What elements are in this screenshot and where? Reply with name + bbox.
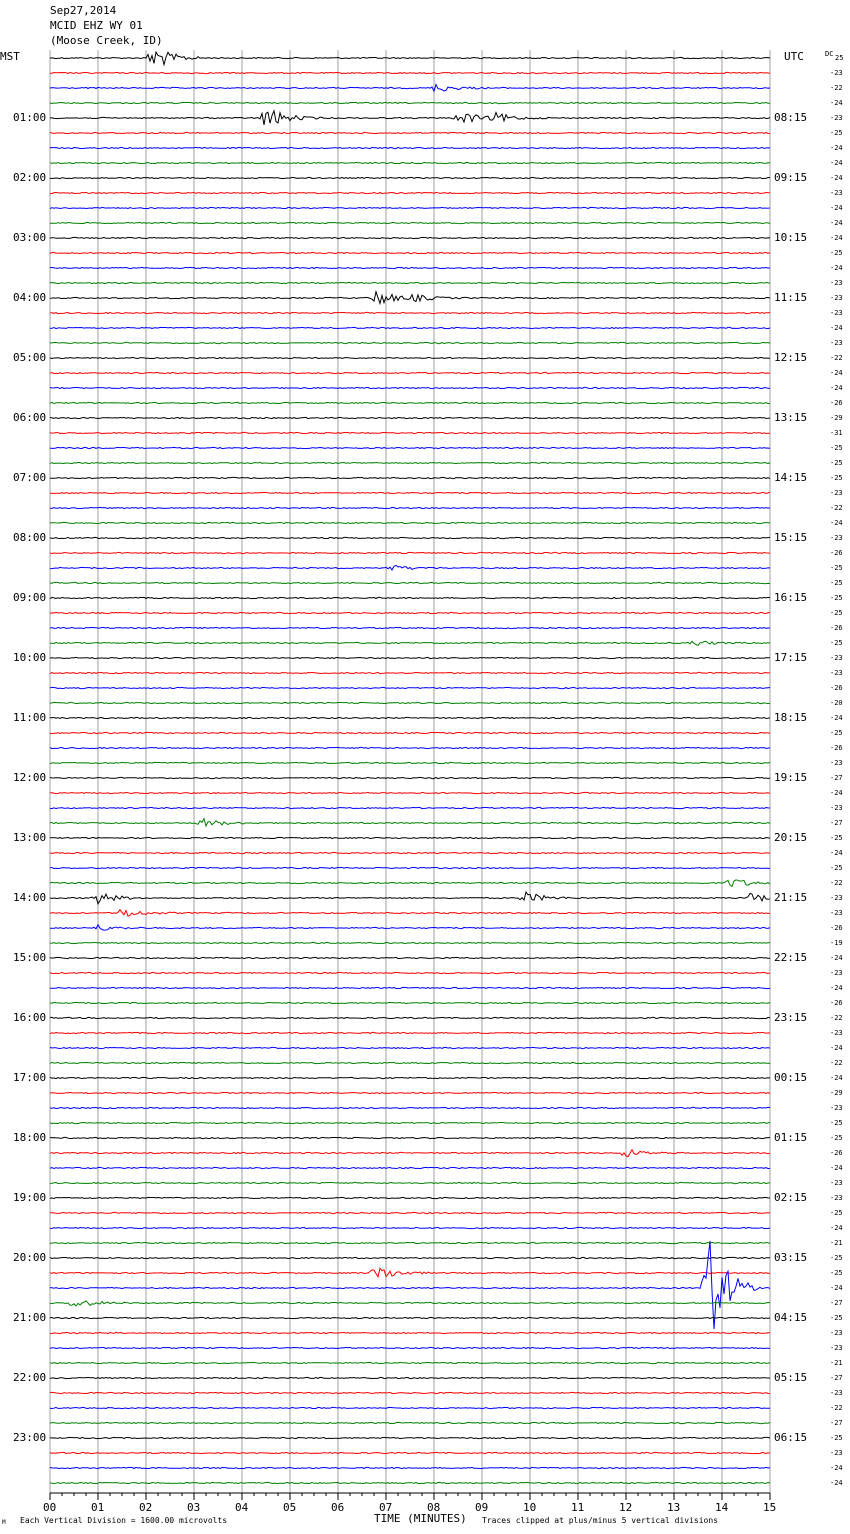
mst-hour-label: 08:00 — [13, 531, 47, 544]
dc-offset-label: -23 — [830, 1029, 843, 1037]
dc-offset-label: -26 — [830, 624, 843, 632]
dc-offset-label: -27 — [830, 774, 843, 782]
trace-line — [50, 1032, 770, 1033]
mst-hour-label: 14:00 — [13, 891, 47, 904]
dc-offset-label: -23 — [830, 1104, 843, 1112]
dc-offset-label: -23 — [830, 114, 843, 122]
dc-offset-label: -23 — [830, 909, 843, 917]
mst-hour-label: 21:00 — [13, 1311, 47, 1324]
x-tick-label: 03 — [187, 1501, 201, 1514]
dc-offset-label: -25 — [830, 729, 843, 737]
mst-axis-label: MST — [0, 50, 20, 63]
trace-line — [50, 747, 770, 748]
trace-line — [50, 252, 770, 253]
dc-offset-label: -22 — [830, 1059, 843, 1067]
dc-offset-label: -25 — [830, 594, 843, 602]
trace-line — [50, 641, 770, 645]
dc-offset-label: -25 — [830, 1254, 843, 1262]
dc-offset-label: -24 — [830, 324, 843, 332]
dc-offset-label: -24 — [830, 174, 843, 182]
dc-offset-label: -24 — [830, 204, 843, 212]
trace-line — [50, 462, 770, 463]
trace-line — [50, 312, 770, 313]
trace-line — [50, 942, 770, 943]
trace-line — [50, 1407, 770, 1408]
trace-line — [50, 1047, 770, 1048]
trace-line — [50, 111, 770, 125]
mst-hour-label: 23:00 — [13, 1431, 47, 1444]
trace-line — [50, 1077, 770, 1078]
x-axis-title: TIME (MINUTES) — [374, 1512, 467, 1525]
dc-offset-label: -31 — [830, 429, 843, 437]
dc-offset-label: -23 — [830, 1179, 843, 1187]
utc-hour-label: 11:15 — [774, 291, 808, 304]
trace-line — [50, 1467, 770, 1468]
utc-hour-label: 01:15 — [774, 1131, 808, 1144]
dc-offset-label: -23 — [830, 804, 843, 812]
trace-line — [50, 85, 770, 92]
mst-hour-label: 07:00 — [13, 471, 47, 484]
utc-hour-label: 20:15 — [774, 831, 808, 844]
utc-hour-label: 06:15 — [774, 1431, 808, 1444]
dc-offset-label: -23 — [830, 654, 843, 662]
mst-hour-label: 05:00 — [13, 351, 47, 364]
dc-offset-label: -25 — [830, 444, 843, 452]
dc-label: DC — [825, 50, 834, 58]
dc-offset-label: -23 — [830, 69, 843, 77]
trace-line — [50, 402, 770, 403]
utc-hour-label: 21:15 — [774, 891, 808, 904]
trace-line — [50, 1317, 770, 1318]
trace-line — [50, 880, 770, 887]
utc-hour-label: 13:15 — [774, 411, 808, 424]
trace-line — [50, 192, 770, 193]
x-tick-label: 11 — [571, 1501, 585, 1514]
dc-offset-label: -26 — [830, 999, 843, 1007]
trace-line — [50, 1062, 770, 1063]
trace-line — [50, 1150, 770, 1157]
mst-hour-label: 11:00 — [13, 711, 47, 724]
trace-line — [50, 522, 770, 523]
dc-offset-label: -24 — [830, 384, 843, 392]
utc-hour-label: 09:15 — [774, 171, 808, 184]
dc-offset-label: -19 — [830, 939, 843, 947]
trace-line — [50, 972, 770, 973]
mst-hour-label: 06:00 — [13, 411, 47, 424]
dc-offset-label: -27 — [830, 1374, 843, 1382]
trace-line — [50, 552, 770, 553]
x-tick-label: 12 — [619, 1501, 633, 1514]
trace-line — [50, 72, 770, 73]
trace-line — [50, 657, 770, 658]
trace-line — [50, 1241, 770, 1329]
trace-line — [50, 910, 770, 917]
x-tick-label: 06 — [331, 1501, 345, 1514]
dc-offset-label: -21 — [830, 1239, 843, 1247]
mst-hour-label: 02:00 — [13, 171, 47, 184]
mst-hour-label: 22:00 — [13, 1371, 47, 1384]
dc-offset-label: -29 — [830, 1089, 843, 1097]
trace-line — [50, 1482, 770, 1483]
mst-hour-label: 04:00 — [13, 291, 47, 304]
trace-line — [50, 1092, 770, 1093]
utc-hour-label: 00:15 — [774, 1071, 808, 1084]
dc-offset-label: -24 — [830, 1164, 843, 1172]
x-tick-label: 00 — [43, 1501, 57, 1514]
trace-line — [50, 1392, 770, 1393]
trace-line — [50, 132, 770, 133]
dc-offset-label: -24 — [830, 219, 843, 227]
trace-line — [50, 672, 770, 673]
trace-line — [50, 102, 770, 103]
dc-offset-label: -24 — [830, 264, 843, 272]
dc-offset-label: 25 — [835, 54, 844, 62]
plot-date: Sep27,2014 — [50, 4, 117, 17]
trace-line — [50, 1002, 770, 1003]
trace-line — [50, 162, 770, 163]
trace-line — [50, 1212, 770, 1213]
trace-line — [50, 1227, 770, 1228]
x-tick-label: 05 — [283, 1501, 297, 1514]
dc-offset-label: -24 — [830, 519, 843, 527]
x-tick-label: 08 — [427, 1501, 441, 1514]
dc-offset-label: -23 — [830, 309, 843, 317]
trace-line — [50, 492, 770, 493]
dc-offset-label: -23 — [830, 1389, 843, 1397]
utc-hour-label: 18:15 — [774, 711, 808, 724]
trace-line — [50, 1107, 770, 1108]
trace-line — [50, 925, 770, 930]
trace-line — [50, 237, 770, 238]
dc-offset-label: -25 — [830, 834, 843, 842]
trace-line — [50, 1422, 770, 1423]
mst-hour-label: 20:00 — [13, 1251, 47, 1264]
utc-hour-label: 22:15 — [774, 951, 808, 964]
dc-offset-label: -25 — [830, 1314, 843, 1322]
dc-offset-label: -22 — [830, 1404, 843, 1412]
trace-line — [50, 957, 770, 958]
mst-hour-label: 15:00 — [13, 951, 47, 964]
utc-hour-label: 15:15 — [774, 531, 808, 544]
dc-offset-label: -24 — [830, 234, 843, 242]
trace-line — [50, 582, 770, 583]
dc-offset-label: -25 — [830, 249, 843, 257]
trace-line — [50, 819, 770, 826]
dc-offset-label: -25 — [830, 579, 843, 587]
dc-offset-label: -23 — [830, 339, 843, 347]
trace-line — [50, 1017, 770, 1018]
trace-line — [50, 1452, 770, 1453]
utc-hour-label: 14:15 — [774, 471, 808, 484]
dc-offset-label: -27 — [830, 819, 843, 827]
dc-offset-label: -22 — [830, 354, 843, 362]
trace-line — [50, 1122, 770, 1123]
dc-offset-label: -24 — [830, 1479, 843, 1487]
utc-hour-label: 08:15 — [774, 111, 808, 124]
trace-line — [50, 282, 770, 283]
trace-line — [50, 627, 770, 628]
dc-offset-label: -29 — [830, 414, 843, 422]
trace-line — [50, 792, 770, 793]
dc-offset-label: -23 — [830, 894, 843, 902]
dc-offset-label: -24 — [830, 1224, 843, 1232]
scale-note: Each Vertical Division = 1600.00 microvolts — [20, 1516, 228, 1525]
station-location: (Moose Creek, ID) — [50, 34, 163, 47]
dc-offset-label: -22 — [830, 504, 843, 512]
dc-offset-label: -23 — [830, 1329, 843, 1337]
trace-line — [50, 357, 770, 358]
dc-offset-label: -22 — [830, 84, 843, 92]
trace-line — [50, 207, 770, 208]
x-tick-label: 14 — [715, 1501, 729, 1514]
clip-note: Traces clipped at plus/minus 5 vertical divisions — [482, 1516, 719, 1525]
trace-line — [50, 177, 770, 178]
dc-offset-label: -23 — [830, 534, 843, 542]
dc-offset-label: -22 — [830, 1014, 843, 1022]
trace-line — [50, 762, 770, 763]
trace-line — [50, 687, 770, 688]
dc-offset-label: -23 — [830, 189, 843, 197]
dc-offset-label: -25 — [830, 1209, 843, 1217]
trace-line — [50, 702, 770, 703]
dc-offset-label: -24 — [830, 954, 843, 962]
dc-offset-label: -24 — [830, 99, 843, 107]
trace-line — [50, 1268, 770, 1277]
trace-line — [50, 837, 770, 838]
dc-offset-label: -26 — [830, 744, 843, 752]
dc-offset-label: -24 — [830, 1074, 843, 1082]
trace-line — [50, 565, 770, 570]
station-code: MCID EHZ WY 01 — [50, 19, 143, 32]
dc-offset-label: -26 — [830, 549, 843, 557]
trace-line — [50, 327, 770, 328]
dc-offset-label: -23 — [830, 669, 843, 677]
mst-hour-label: 10:00 — [13, 651, 47, 664]
trace-line — [50, 1182, 770, 1183]
dc-offset-label: -24 — [830, 369, 843, 377]
trace-line — [50, 267, 770, 268]
trace-line — [50, 777, 770, 778]
dc-offset-label: -25 — [830, 609, 843, 617]
corner-mark: M — [2, 1519, 6, 1526]
dc-offset-label: -27 — [830, 1299, 843, 1307]
trace-line — [50, 852, 770, 853]
dc-offset-label: -23 — [830, 489, 843, 497]
utc-hour-label: 03:15 — [774, 1251, 808, 1264]
dc-offset-label: -22 — [830, 879, 843, 887]
dc-offset-label: -25 — [830, 1134, 843, 1142]
utc-axis-label: UTC — [784, 50, 804, 63]
trace-line — [50, 1377, 770, 1378]
dc-offset-label: -24 — [830, 159, 843, 167]
dc-offset-label: -21 — [830, 1359, 843, 1367]
x-tick-label: 04 — [235, 1501, 249, 1514]
dc-offset-label: -25 — [830, 474, 843, 482]
trace-line — [50, 432, 770, 433]
dc-offset-label: -25 — [830, 1269, 843, 1277]
mst-hour-label: 13:00 — [13, 831, 47, 844]
trace-line — [50, 892, 770, 904]
dc-offset-label: -25 — [830, 1434, 843, 1442]
x-tick-label: 09 — [475, 1501, 489, 1514]
trace-line — [50, 1242, 770, 1243]
x-tick-label: 10 — [523, 1501, 537, 1514]
mst-hour-label: 09:00 — [13, 591, 47, 604]
mst-hour-label: 03:00 — [13, 231, 47, 244]
dc-offset-label: -25 — [830, 129, 843, 137]
trace-line — [50, 732, 770, 733]
mst-hour-label: 16:00 — [13, 1011, 47, 1024]
dc-offset-label: -23 — [830, 1449, 843, 1457]
trace-line — [50, 537, 770, 538]
trace-line — [50, 222, 770, 223]
dc-offset-label: -24 — [830, 984, 843, 992]
x-tick-label: 15 — [763, 1501, 777, 1514]
mst-hour-label: 17:00 — [13, 1071, 47, 1084]
dc-offset-label: -24 — [830, 789, 843, 797]
trace-line — [50, 52, 770, 65]
utc-hour-label: 02:15 — [774, 1191, 808, 1204]
dc-offset-label: -24 — [830, 1284, 843, 1292]
dc-offset-label: -24 — [830, 144, 843, 152]
dc-offset-label: -26 — [830, 399, 843, 407]
dc-offset-label: -23 — [830, 969, 843, 977]
dc-offset-label: -23 — [830, 279, 843, 287]
dc-offset-label: -27 — [830, 1419, 843, 1427]
trace-line — [50, 477, 770, 478]
trace-line — [50, 612, 770, 613]
dc-offset-label: -23 — [830, 294, 843, 302]
utc-hour-label: 10:15 — [774, 231, 808, 244]
trace-line — [50, 1332, 770, 1333]
dc-offset-label: -26 — [830, 684, 843, 692]
x-tick-label: 02 — [139, 1501, 153, 1514]
trace-line — [50, 1437, 770, 1438]
trace-line — [50, 1362, 770, 1363]
trace-line — [50, 387, 770, 388]
dc-offset-label: -26 — [830, 1149, 843, 1157]
dc-offset-label: -24 — [830, 1464, 843, 1472]
utc-hour-label: 16:15 — [774, 591, 808, 604]
trace-line — [50, 1197, 770, 1198]
dc-offset-label: -23 — [830, 759, 843, 767]
dc-offset-label: -23 — [830, 1194, 843, 1202]
mst-hour-label: 12:00 — [13, 771, 47, 784]
dc-offset-label: -20 — [830, 699, 843, 707]
x-tick-label: 13 — [667, 1501, 681, 1514]
utc-hour-label: 19:15 — [774, 771, 808, 784]
trace-line — [50, 342, 770, 343]
trace-line — [50, 417, 770, 418]
dc-offset-label: -24 — [830, 714, 843, 722]
trace-line — [50, 717, 770, 718]
trace-line — [50, 987, 770, 988]
trace-line — [50, 1301, 770, 1306]
x-tick-label: 01 — [91, 1501, 105, 1514]
trace-line — [50, 807, 770, 808]
trace-line — [50, 867, 770, 868]
mst-hour-label: 01:00 — [13, 111, 47, 124]
mst-hour-label: 19:00 — [13, 1191, 47, 1204]
trace-line — [50, 447, 770, 448]
utc-hour-label: 05:15 — [774, 1371, 808, 1384]
dc-offset-label: -23 — [830, 1344, 843, 1352]
utc-hour-label: 12:15 — [774, 351, 808, 364]
mst-hour-label: 18:00 — [13, 1131, 47, 1144]
trace-line — [50, 1257, 770, 1258]
trace-line — [50, 292, 770, 304]
dc-offset-label: -25 — [830, 639, 843, 647]
dc-offset-label: -25 — [830, 459, 843, 467]
trace-line — [50, 507, 770, 508]
trace-line — [50, 147, 770, 148]
trace-line — [50, 597, 770, 598]
trace-line — [50, 1137, 770, 1138]
dc-offset-label: -24 — [830, 849, 843, 857]
utc-hour-label: 17:15 — [774, 651, 808, 664]
utc-hour-label: 04:15 — [774, 1311, 808, 1324]
utc-hour-label: 23:15 — [774, 1011, 808, 1024]
dc-offset-label: -25 — [830, 1119, 843, 1127]
dc-offset-label: -25 — [830, 564, 843, 572]
trace-line — [50, 1167, 770, 1168]
dc-offset-label: -24 — [830, 1044, 843, 1052]
dc-offset-label: -25 — [830, 864, 843, 872]
x-tick-label: 07 — [379, 1501, 393, 1514]
trace-line — [50, 1347, 770, 1348]
dc-offset-label: -26 — [830, 924, 843, 932]
trace-line — [50, 372, 770, 373]
